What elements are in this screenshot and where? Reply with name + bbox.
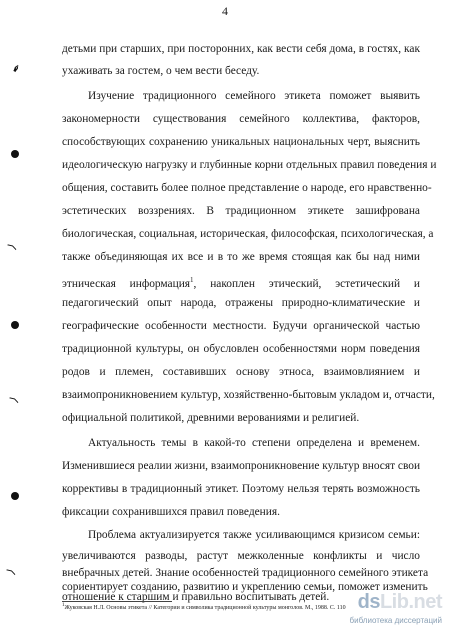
line-text: Актуальность темы в какой-то степени определена и временем. [88,437,420,449]
text-line [62,317,420,335]
text-line [62,547,420,565]
line-text: Изучение традиционного семейного этикета поможет выявить [88,90,420,102]
text-line [62,294,420,312]
page-number: 4 [222,4,228,18]
line-text: традиционной культуры, он обусловлен особенностями норм поведения [62,343,420,355]
margin-arrow-icon: ⟩ [4,566,18,577]
margin-dot-icon [11,150,19,158]
watermark-logo [336,591,442,627]
line-text: взаимопроникновением культур, хозяйственно-бытовым укладом и, отчасти, [62,389,435,401]
text-line [62,156,437,174]
line-text: отношение к старшим и правильно воспитывать детей. [62,591,330,603]
line-text: Проблема актуализируется также усиливающимся кризисом семьи: [88,529,420,541]
text-line [62,225,434,243]
text-line [62,503,420,521]
text-line [62,340,420,358]
text-line [62,179,432,197]
text-line [88,526,420,544]
line-text: идеологическую нагрузку и глубинные корни отдельных правил поведения и [62,159,437,171]
line-text: закономерности существования семейного коллектива, факторов, [62,113,420,125]
text-line [62,363,420,381]
text-line [88,87,420,105]
line-text: общения, составить более полное представление о народе, его нравственно- [62,182,432,194]
line-text: также объединяющая их все и в то же время стоящая как бы над ними [62,251,420,263]
line-text: внебрачных детей. Знание особенностей традиционного семейного этикета [62,567,429,579]
footnote [62,602,382,612]
line-text: биологическая, социальная, историческая, философская, психологическая, а [62,228,434,240]
line-text: педагогический опыт народа, отражены природно-климатические и [62,297,420,309]
text-line [62,62,420,80]
footnote-text: Жуковская Н.Л. Основы этикета // Категории и символика традиционной культуры монголов. М., 1988. С. 110 [64,605,346,611]
line-text: , накоплен этический, эстетический и [193,277,420,290]
line-text: детьми при старших, при посторонних, как вести себя дома, в гостях, как [62,43,420,55]
text-line [62,202,420,220]
line-text: географические особенности местности. Будучи органической частью [62,320,420,332]
margin-mark-icon: ✒ [8,61,25,76]
line-text: сориентирует созданию, развитию и укреплению семьи, поможет изменить [62,581,428,593]
margin-dot-icon [11,321,19,329]
margin-arrow-icon: ⟩ [5,241,19,252]
text-line [62,386,435,404]
text-line [62,271,420,293]
margin-dot-icon [11,492,19,500]
text-line [88,434,420,452]
line-text: эстетических воззрениях. В традиционном этикете зашифрована [62,205,420,217]
watermark-logo-ds: ds [357,591,380,613]
line-text: способствующих сохранению уникальных национальных черт, выяснить [62,136,420,148]
line-text: увеличиваются разводы, растут межколенные конфликты и число [62,550,420,562]
text-line [62,110,420,128]
watermark-logo-text [358,591,442,614]
text-line [62,457,420,475]
line-text: Изменившиеся реалии жизни, взаимопроникновение культур вносят свои [62,460,421,472]
line-text: этническая информация [62,277,191,290]
footnote-marker: 1 [190,276,194,284]
text-line [62,40,420,58]
margin-arrow-icon: ⟩ [7,394,21,405]
line-text: коррективы в традиционный этикет. Поэтому нельзя терять возможность [62,483,420,495]
watermark-subtitle: библиотека диссертаций [349,616,442,625]
line-text: фиксации сохранившихся правил поведения. [62,506,280,518]
text-line [62,133,420,151]
line-text: родов и племен, составивших основу этноса, взаимовлиянием и [62,366,420,378]
footnote-marker: 1 [62,603,65,608]
text-line [62,480,420,498]
text-line [62,409,420,427]
line-text: официальной политикой, древними верованиями и религией. [62,412,360,424]
text-line [62,248,420,266]
watermark-logo-rest: Lib.net [379,591,442,613]
line-text: ухаживать за гостем, о чем вести беседу. [62,65,260,77]
